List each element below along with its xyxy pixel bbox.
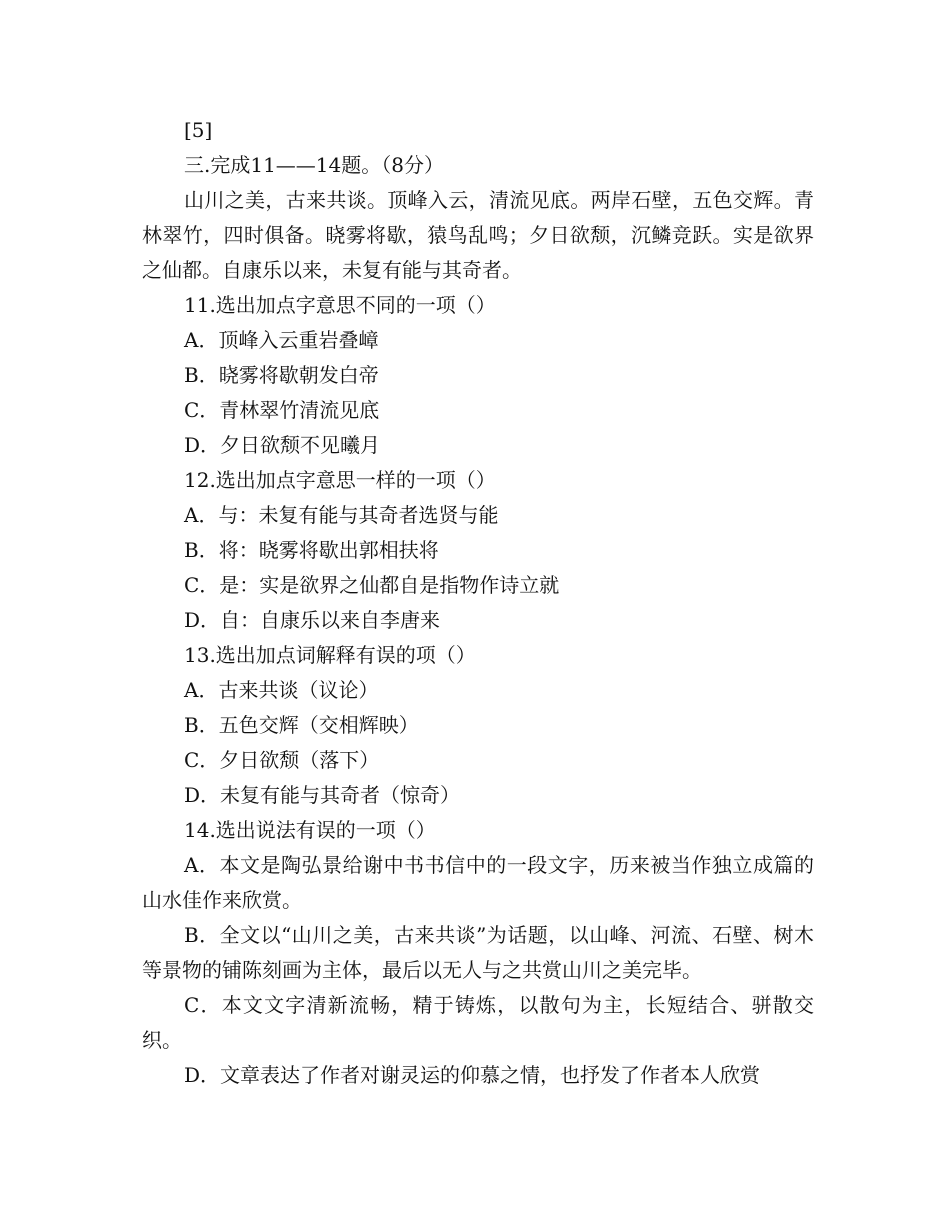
- question-11-option-d: D．夕日欲颓不见曦月: [184, 433, 381, 457]
- question-14-option-b: B．全文以“山川之美，古来共谈”为话题，以山峰、河流、石壁、树木等景物的铺陈刻画为主体，最后以无人与之共赏山川之美完毕。: [142, 923, 814, 982]
- question-12-option-c: C．是：实是欲界之仙都自是指物作诗立就: [184, 573, 560, 597]
- question-13-option-a: A．古来共谈（议论）: [184, 678, 379, 702]
- question-13: 13.选出加点词解释有误的项（）: [184, 643, 476, 667]
- question-14: 14.选出说法有误的一项（）: [184, 818, 436, 842]
- question-11-option-c: C．青林翠竹清流见底: [184, 398, 380, 422]
- question-14-option-a: A．本文是陶弘景给谢中书书信中的一段文字，历来被当作独立成篇的山水佳作来欣赏。: [142, 853, 814, 912]
- question-12-option-b: B．将：晓雾将歇出郭相扶将: [184, 538, 439, 562]
- question-11-option-a: A．顶峰入云重岩叠嶂: [184, 328, 379, 352]
- question-13-option-c: C．夕日欲颓（落下）: [184, 748, 380, 772]
- question-11-option-b: B．晓雾将歇朝发白帝: [184, 363, 379, 387]
- question-12-option-a: A．与：未复有能与其奇者选贤与能: [184, 503, 499, 527]
- question-13-option-b: B．五色交辉（交相辉映）: [184, 713, 419, 737]
- question-13-option-d: D．未复有能与其奇者（惊奇）: [184, 783, 461, 807]
- reference-number: [5]: [184, 118, 213, 142]
- document-body: [142, 113, 814, 1093]
- question-14-option-c: C．本文文字清新流畅，精于铸炼，以散句为主，长短结合、骈散交织。: [142, 993, 814, 1052]
- question-12: 12.选出加点字意思一样的一项（）: [184, 468, 496, 492]
- section-heading: 三.完成11——14题。（8分）: [184, 153, 444, 177]
- question-12-option-d: D．自：自康乐以来自李唐来: [184, 608, 441, 632]
- question-11: 11.选出加点字意思不同的一项（）: [184, 293, 496, 317]
- question-14-option-d: D．文章表达了作者对谢灵运的仰慕之情，也抒发了作者本人欣赏: [184, 1063, 761, 1087]
- passage-paragraph: 山川之美，古来共谈。顶峰入云，清流见底。两岸石壁，五色交辉。青林翠竹，四时俱备。晓雾将歇，猿鸟乱鸣；夕日欲颓，沉鳞竞跃。实是欲界之仙都。自康乐以来，未复有能与其奇者。: [142, 188, 814, 282]
